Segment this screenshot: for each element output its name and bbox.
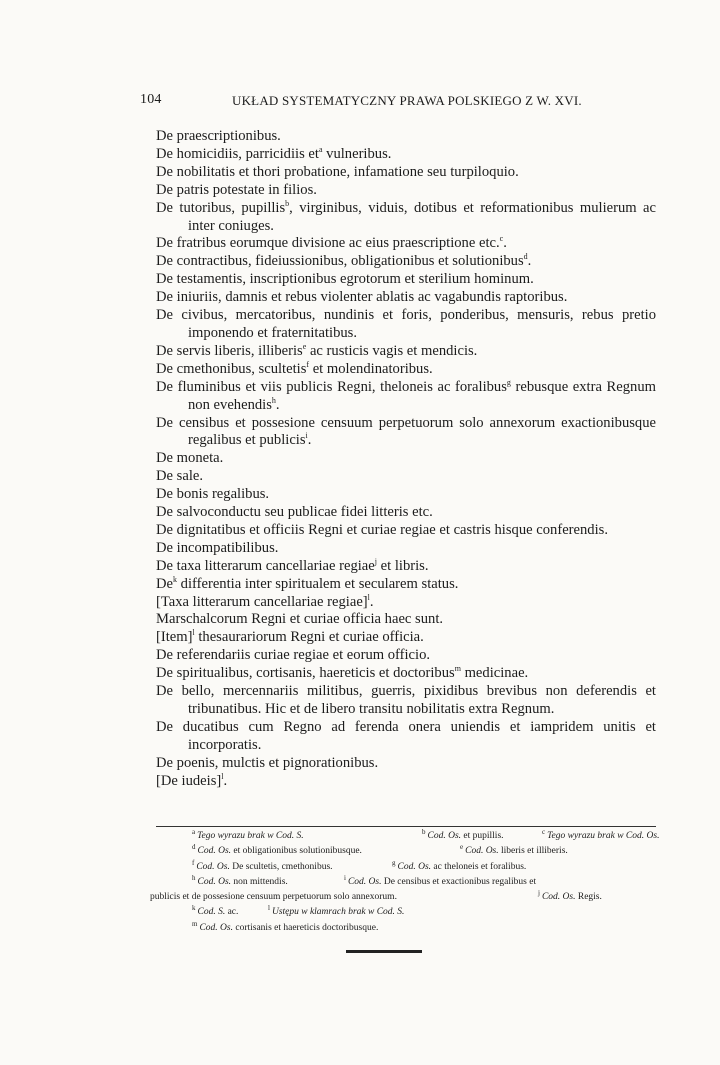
footnote-i: $^i$ Cod. Os. De censibus et exactionibus regalibus et (344, 873, 537, 887)
entry-line: De nobilitatis et thori probatione, infamatione seu turpiloquio. (156, 163, 519, 180)
entry-line: De civibus, mercatoribus, nundinis et foris, ponderibus, mensuris, rebus pretio imponendo et fraternitatibus. (156, 307, 656, 341)
footnote-marker: i (305, 431, 308, 441)
footnote-line (150, 921, 660, 936)
entry-line: De patris potestate in filios. (156, 181, 317, 198)
footnote-i-continued: publicis et de possesione censuum perpetuorum solo annexorum. (150, 892, 397, 903)
entry-line: [Item]$^l$ thesaurariorum Regni et curiae officia. (156, 628, 424, 646)
entry-line: De sale. (156, 468, 204, 485)
footnote-g: $^g$ Cod. Os. ac theloneis et foralibus. (392, 858, 527, 872)
running-title: UKŁAD SYSTEMATYCZNY PRAWA POLSKIEGO Z W. XVI. (232, 93, 582, 108)
footnote-marker: g (506, 377, 511, 387)
footnote-marker: b (285, 198, 290, 208)
entry-line: De referendariis curiae regiae et eorum officio. (156, 647, 431, 664)
footnote-e: $^e$ Cod. Os. liberis et illiberis. (460, 843, 568, 857)
footnote-line (150, 829, 660, 844)
entry-line: De praescriptionibus. (156, 128, 281, 144)
footnote-h: $^h$ Cod. Os. non mittendis. (192, 873, 288, 887)
entry-line: De spiritualibus, cortisanis, haereticis et doctoribus$^m$ medicinae. (156, 664, 529, 682)
footnote-marker: h (271, 395, 276, 405)
footnote-marker: k (173, 574, 178, 584)
entry-line: De homicidiis, parricidiis et$^a$ vulneribus. (156, 144, 392, 162)
footnote-d: $^d$ Cod. Os. et obligationibus solutionibusque. (192, 843, 362, 857)
footnote-c: $^c$ Tego wyrazu brak w Cod. Os. (542, 828, 660, 841)
footnote-line (150, 905, 660, 920)
entry-line: De tutoribus, pupillis$^b$, virginibus, viduis, dotibus et reformationibus mulierum ac inter coniuges. (156, 198, 656, 234)
footnote-j: $^j$ Cod. Os. Regis. (538, 889, 602, 903)
entry-line: [De iudeis]$^l$. (156, 771, 228, 789)
entry-line: De bello, mercennariis militibus, guerris, pixidibus brevibus non deferendis et tribunatibus. Hic et de libero transitu nobilitatis extra Regnum. (156, 683, 656, 717)
entry-line: De contractibus, fideiussionibus, obligationibus et solutionibus$^d$. (156, 252, 532, 270)
footnotes (150, 829, 660, 936)
entry-line: De bonis regalibus. (156, 486, 270, 503)
footnote-marker: d (523, 252, 528, 262)
entry-line: De fratribus eorumque divisione ac eius praescriptione etc.$^c$. (156, 234, 507, 252)
footnote-marker: m (454, 664, 461, 674)
footnote-line (150, 844, 660, 859)
footnote-m: $^m$ Cod. Os. cortisanis et haereticis doctoribusque. (192, 919, 379, 933)
entry-line: De incompatibilibus. (156, 539, 279, 556)
entry-line: De censibus et possesione censuum perpetuorum solo annexorum exactionibusque regalibus et publicis$^i$. (156, 414, 656, 449)
footnote-separator (156, 826, 656, 827)
footnote-marker: c (499, 234, 504, 244)
entry-line: De iniuriis, damnis et rebus violenter ablatis ac vagabundis raptoribus. (156, 289, 568, 306)
running-header (140, 92, 660, 110)
entry-line: De taxa litterarum cancellariae regiae$^j$ et libris. (156, 556, 429, 574)
closing-rule (346, 950, 422, 953)
footnote-l: $^l$ Ustępu w klamrach brak w Cod. S. (268, 904, 405, 918)
entry-line: De poenis, mulctis et pignorationibus. (156, 754, 379, 771)
main-text (156, 128, 656, 791)
footnote-k: $^k$ Cod. S. ac. (192, 904, 239, 918)
footnote-a: $^a$ Tego wyrazu brak w Cod. S. (192, 828, 304, 841)
entry-line: De fluminibus et viis publicis Regni, theloneis ac foralibus$^g$ rebusque extra Regnum non evehendis$^h$. (156, 377, 656, 413)
entry-line: De ducatibus cum Regno ad ferenda onera uniendis et iampridem unitis et incorporatis. (156, 718, 656, 753)
entry-line: De testamentis, inscriptionibus egrotorum et sterilium hominum. (156, 271, 534, 288)
entry-line: Marschalcorum Regni et curiae officia haec sunt. (156, 611, 444, 628)
entry-line: De dignitatibus et officiis Regni et curiae regiae et castris hisque conferendis. (156, 521, 608, 538)
footnote-marker: e (302, 341, 307, 351)
footnote-marker: l (367, 592, 370, 602)
footnote-marker: a (318, 144, 323, 154)
entry-line: De servis liberis, illiberis$^e$ ac rusticis vagis et mendicis. (156, 341, 478, 359)
entry-line: De$^k$ differentia inter spiritualem et secularem status. (156, 574, 459, 592)
page-number: 104 (140, 92, 162, 107)
footnote-line (150, 890, 660, 905)
footnote-marker: l (192, 628, 195, 638)
footnote-line (150, 860, 660, 875)
footnote-marker: j (374, 556, 377, 566)
footnote-b: $^b$ Cod. Os. et pupillis. (422, 828, 504, 841)
footnote-marker: f (306, 359, 310, 369)
entry-line: De cmethonibus, scultetis$^f$ et molendinatoribus. (156, 359, 433, 377)
footnote-f: $^f$ Cod. Os. De scultetis, cmethonibus. (192, 858, 333, 872)
footnote-marker: l (221, 771, 224, 781)
entry-line: De salvoconductu seu publicae fidei litteris etc. (156, 504, 433, 521)
footnote-line (150, 875, 660, 890)
entry-line: [Taxa litterarum cancellariae regiae]$^l$. (156, 592, 374, 610)
entry-line: De moneta. (156, 450, 224, 467)
